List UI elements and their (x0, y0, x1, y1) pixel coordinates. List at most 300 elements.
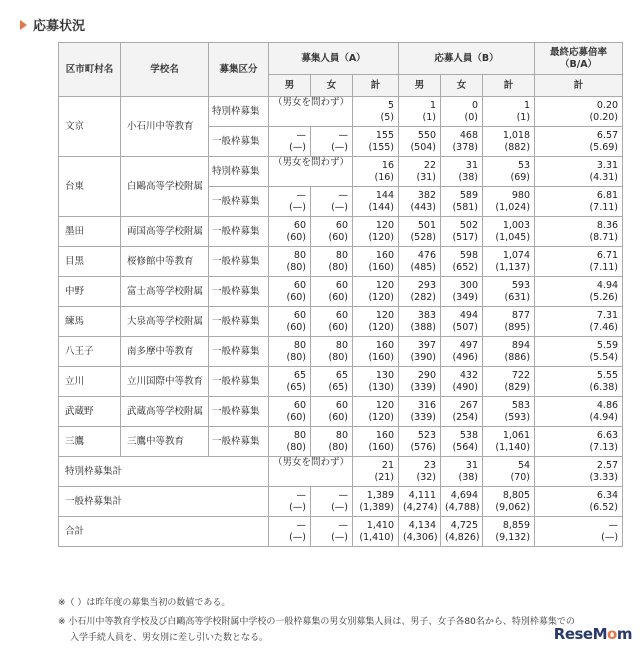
quota-any-gender-cell: （男女を問わず） (269, 97, 353, 127)
table-row (59, 337, 623, 367)
district-cell: 武蔵野 (59, 397, 121, 427)
header-male: 男 (399, 75, 441, 97)
header-quota: 募集人員（A） (269, 43, 399, 75)
header-female: 女 (441, 75, 483, 97)
header-male: 男 (269, 75, 311, 97)
district-cell: 立川 (59, 367, 121, 397)
applicants-female-cell-current: 31 (465, 159, 478, 171)
applicants-total-cell-previous: (882) (504, 141, 531, 153)
resemom-logo: ReseMom (553, 625, 632, 643)
applicants-male-cell-previous: (504) (410, 141, 436, 153)
applicants-female-cell-previous: (4,826) (445, 531, 480, 543)
category-cell: 一般枠募集 (209, 367, 269, 397)
school-cell: 両国高等学校附属 (121, 217, 209, 247)
quota-total-cell-previous: (5) (380, 111, 394, 123)
applicants-total-cell-current: 1,003 (502, 219, 531, 231)
quota-total-cell-current: 120 (375, 399, 394, 411)
ratio-cell (535, 307, 623, 337)
applicants-total-cell (483, 157, 535, 187)
table-row (59, 247, 623, 277)
ratio-cell-previous: (5.69) (589, 141, 619, 153)
school-cell: 白鷗高等学校附属 (121, 157, 209, 217)
quota-female-cell-current: — (338, 489, 348, 501)
quota-male-cell (269, 517, 311, 547)
applicants-total-cell-previous: (1) (516, 111, 531, 123)
applicants-total-cell (483, 127, 535, 157)
school-cell: 南多摩中等教育 (121, 337, 209, 367)
header-applicants: 応募人員（B） (399, 43, 535, 75)
category-cell: 一般枠募集 (209, 307, 269, 337)
ratio-cell (535, 457, 623, 487)
applicants-total-cell-previous: (9,132) (495, 531, 531, 543)
quota-male-cell-current: — (296, 189, 306, 201)
category-cell: 一般枠募集 (209, 127, 269, 157)
category-cell: 一般枠募集 (209, 427, 269, 457)
applicants-total-cell (483, 367, 535, 397)
quota-female-cell (311, 517, 353, 547)
applicants-total-cell (483, 277, 535, 307)
school-cell: 富士高等学校附属 (121, 277, 209, 307)
ratio-cell-previous: (0.20) (589, 111, 619, 123)
applicants-female-cell-previous: (490) (452, 381, 478, 393)
applicants-male-cell (399, 397, 441, 427)
quota-female-cell-previous: (80) (328, 351, 348, 363)
quota-male-cell-previous: (80) (286, 261, 306, 273)
applicants-male-cell (399, 517, 441, 547)
quota-female-cell (311, 127, 353, 157)
table-row (59, 427, 623, 457)
quota-male-cell-previous: (60) (286, 321, 306, 333)
quota-female-cell (311, 367, 353, 397)
ratio-cell (535, 487, 623, 517)
applicants-male-cell (399, 157, 441, 187)
ratio-cell-current: 6.81 (596, 189, 619, 201)
applicants-total-cell-previous: (70) (510, 471, 531, 483)
applicants-female-cell-previous: (507) (452, 321, 478, 333)
total-label-cell: 合計 (59, 517, 269, 547)
header-ratio: 最終応募倍率 （B/A） (535, 43, 623, 75)
applicants-female-cell-previous: (581) (452, 201, 478, 213)
quota-total-cell (353, 457, 399, 487)
quota-male-cell-previous: (—) (289, 501, 306, 513)
ratio-cell-previous: (5.26) (589, 291, 619, 303)
quota-male-cell (269, 487, 311, 517)
quota-female-cell-current: 60 (335, 309, 348, 321)
ratio-cell-current: 7.31 (596, 309, 619, 321)
category-cell: 特別枠募集 (209, 157, 269, 187)
applicants-female-cell (441, 427, 483, 457)
ratio-cell-previous: (4.94) (589, 411, 619, 423)
header-female: 女 (311, 75, 353, 97)
ratio-cell-previous: (5.54) (589, 351, 619, 363)
applicants-male-cell-previous: (485) (410, 261, 436, 273)
applicants-total-cell (483, 337, 535, 367)
applicants-female-cell-previous: (564) (452, 441, 478, 453)
applicants-male-cell (399, 487, 441, 517)
applicants-male-cell (399, 277, 441, 307)
applicants-female-cell-current: 31 (465, 459, 478, 471)
applicants-total-cell-previous: (1,024) (495, 201, 531, 213)
applicants-female-cell (441, 337, 483, 367)
applicants-total-cell-previous: (1,137) (495, 261, 531, 273)
ratio-cell (535, 517, 623, 547)
applicants-total-cell (483, 427, 535, 457)
ratio-cell-previous: (4.31) (589, 171, 619, 183)
quota-female-cell-current: — (338, 189, 348, 201)
category-cell: 一般枠募集 (209, 247, 269, 277)
applicants-male-cell-current: 22 (423, 159, 436, 171)
table-row (59, 367, 623, 397)
note-3: 入学手続人員を、男女別に差し引いた数となる。 (70, 633, 269, 643)
quota-total-cell-previous: (1,410) (359, 531, 394, 543)
applicants-male-cell (399, 337, 441, 367)
applicants-female-cell (441, 307, 483, 337)
applicants-total-cell (483, 397, 535, 427)
quota-total-cell (353, 337, 399, 367)
applicants-female-cell (441, 97, 483, 127)
quota-female-cell-current: 65 (335, 369, 348, 381)
quota-male-cell-current: 60 (293, 309, 306, 321)
ratio-cell-current: 4.94 (596, 279, 619, 291)
table-row (59, 397, 623, 427)
quota-female-cell (311, 247, 353, 277)
quota-female-cell-previous: (60) (328, 321, 348, 333)
applicants-female-cell-current: 4,694 (450, 489, 478, 501)
applicants-female-cell (441, 247, 483, 277)
quota-male-cell-current: 60 (293, 399, 306, 411)
applicants-female-cell (441, 517, 483, 547)
quota-female-cell-previous: (60) (328, 291, 348, 303)
quota-male-cell (269, 307, 311, 337)
applicants-female-cell-current: 494 (459, 309, 478, 321)
header-total: 計 (535, 75, 623, 97)
school-cell: 武蔵高等学校附属 (121, 397, 209, 427)
quota-total-cell-previous: (21) (374, 471, 394, 483)
applicants-total-cell (483, 457, 535, 487)
applicants-total-cell-previous: (593) (504, 411, 531, 423)
ratio-cell-current: — (608, 519, 619, 531)
applicants-total-cell (483, 247, 535, 277)
quota-female-cell-previous: (—) (331, 531, 348, 543)
school-cell: 桜修館中等教育 (121, 247, 209, 277)
applicants-total-cell-previous: (895) (504, 321, 531, 333)
applicants-male-cell-previous: (390) (410, 351, 436, 363)
ratio-cell (535, 397, 623, 427)
applicants-male-cell (399, 97, 441, 127)
quota-male-cell-previous: (—) (289, 531, 306, 543)
quota-female-cell (311, 397, 353, 427)
applicants-female-cell-current: 267 (459, 399, 478, 411)
applicants-female-cell (441, 187, 483, 217)
ratio-cell-previous: (7.11) (589, 261, 619, 273)
quota-total-cell (353, 397, 399, 427)
applicants-female-cell (441, 457, 483, 487)
ratio-cell-previous: (7.11) (589, 201, 619, 213)
ratio-cell (535, 157, 623, 187)
quota-total-cell-current: 21 (381, 459, 394, 471)
quota-female-cell-previous: (80) (328, 441, 348, 453)
ratio-cell-current: 4.86 (596, 399, 619, 411)
ratio-cell-previous: (8.71) (589, 231, 619, 243)
applicants-male-cell-previous: (4,274) (403, 501, 438, 513)
district-cell: 墨田 (59, 217, 121, 247)
table-row (59, 157, 623, 187)
note-1: ※（ ）は昨年度の募集当初の数値である。 (58, 598, 231, 608)
applicants-male-cell-previous: (576) (410, 441, 436, 453)
applicants-male-cell-previous: (388) (410, 321, 436, 333)
table-row (59, 217, 623, 247)
table-row (59, 307, 623, 337)
applicants-male-cell-previous: (339) (410, 411, 436, 423)
applicants-male-cell-current: 476 (417, 249, 436, 261)
quota-total-cell (353, 277, 399, 307)
quota-male-cell-current: 80 (293, 249, 306, 261)
total-row (59, 487, 623, 517)
ratio-cell-current: 6.57 (596, 129, 619, 141)
quota-female-cell-previous: (—) (331, 201, 348, 213)
quota-total-cell (353, 517, 399, 547)
applicants-male-cell-previous: (528) (410, 231, 436, 243)
applicants-total-cell-current: 1 (523, 99, 531, 111)
applicants-total-cell-current: 980 (511, 189, 531, 201)
quota-male-cell-previous: (—) (289, 141, 306, 153)
applicants-male-cell-previous: (1) (422, 111, 436, 123)
applicants-female-cell-current: 538 (459, 429, 478, 441)
quota-total-cell-current: 1,389 (366, 489, 394, 501)
quota-total-cell-previous: (160) (368, 441, 394, 453)
applicants-female-cell-previous: (517) (452, 231, 478, 243)
quota-male-cell (269, 337, 311, 367)
quota-total-cell-current: 144 (375, 189, 394, 201)
applicants-total-cell-current: 593 (511, 279, 531, 291)
quota-male-cell-previous: (60) (286, 291, 306, 303)
table-row (59, 277, 623, 307)
ratio-cell-current: 0.20 (596, 99, 619, 111)
quota-total-cell-current: 155 (375, 129, 394, 141)
total-label-cell: 特別枠募集計 (59, 457, 269, 487)
quota-male-cell-current: — (296, 129, 306, 141)
applicants-male-cell (399, 367, 441, 397)
applicants-total-cell-current: 894 (511, 339, 531, 351)
ratio-cell (535, 277, 623, 307)
school-cell: 立川国際中等教育 (121, 367, 209, 397)
category-cell: 一般枠募集 (209, 187, 269, 217)
district-cell: 文京 (59, 97, 121, 157)
header-district: 区市町村名 (59, 43, 121, 97)
applicants-female-cell-previous: (496) (452, 351, 478, 363)
quota-total-cell-previous: (160) (368, 351, 394, 363)
quota-female-cell (311, 277, 353, 307)
quota-female-cell-current: 60 (335, 219, 348, 231)
applicants-total-cell-previous: (69) (510, 171, 531, 183)
school-cell: 小石川中等教育 (121, 97, 209, 157)
applicants-total-cell-current: 8,805 (502, 489, 531, 501)
ratio-cell (535, 217, 623, 247)
applicants-female-cell (441, 127, 483, 157)
quota-total-cell-current: 16 (381, 159, 394, 171)
quota-female-cell-previous: (80) (328, 261, 348, 273)
applicants-total-cell-previous: (631) (504, 291, 531, 303)
quota-total-cell-previous: (1,389) (359, 501, 394, 513)
quota-female-cell (311, 307, 353, 337)
quota-total-cell-current: 120 (375, 219, 394, 231)
applicants-total-cell-previous: (9,062) (495, 501, 531, 513)
applicants-male-cell-current: 397 (417, 339, 436, 351)
quota-female-cell-current: 60 (335, 399, 348, 411)
quota-total-cell (353, 157, 399, 187)
quota-total-cell-previous: (120) (368, 321, 394, 333)
quota-total-cell (353, 127, 399, 157)
applicants-male-cell-current: 316 (417, 399, 436, 411)
category-cell: 一般枠募集 (209, 397, 269, 427)
applicants-total-cell (483, 217, 535, 247)
category-cell: 一般枠募集 (209, 277, 269, 307)
quota-male-cell-current: — (296, 519, 306, 531)
district-cell: 中野 (59, 277, 121, 307)
quota-male-cell-previous: (—) (289, 201, 306, 213)
quota-male-cell (269, 367, 311, 397)
quota-female-cell (311, 337, 353, 367)
applicants-male-cell-current: 382 (417, 189, 436, 201)
quota-total-cell-previous: (155) (368, 141, 394, 153)
quota-male-cell (269, 127, 311, 157)
district-cell: 台東 (59, 157, 121, 217)
applicants-female-cell-current: 4,725 (450, 519, 478, 531)
quota-male-cell (269, 187, 311, 217)
applicants-female-cell-previous: (0) (464, 111, 478, 123)
quota-total-cell-previous: (130) (368, 381, 394, 393)
applicants-male-cell-current: 4,111 (408, 489, 436, 501)
applicants-female-cell-previous: (378) (452, 141, 478, 153)
quota-total-cell (353, 217, 399, 247)
quota-male-cell-current: 60 (293, 219, 306, 231)
quota-male-cell (269, 247, 311, 277)
application-status-table (58, 42, 623, 547)
applicants-total-cell-current: 877 (511, 309, 531, 321)
arrow-marker-icon (20, 20, 27, 30)
ratio-cell-current: 8.36 (596, 219, 619, 231)
quota-male-cell-previous: (80) (286, 441, 306, 453)
quota-male-cell-current: 80 (293, 339, 306, 351)
quota-total-cell (353, 367, 399, 397)
applicants-male-cell-previous: (32) (416, 471, 436, 483)
ratio-cell-current: 6.71 (596, 249, 619, 261)
applicants-male-cell-current: 4,134 (408, 519, 436, 531)
applicants-female-cell-previous: (254) (452, 411, 478, 423)
applicants-male-cell-current: 293 (417, 279, 436, 291)
applicants-total-cell-current: 583 (511, 399, 531, 411)
applicants-total-cell-previous: (886) (504, 351, 531, 363)
quota-total-cell-previous: (120) (368, 411, 394, 423)
applicants-male-cell (399, 427, 441, 457)
applicants-total-cell (483, 517, 535, 547)
quota-female-cell (311, 427, 353, 457)
total-row (59, 457, 623, 487)
quota-total-cell (353, 97, 399, 127)
applicants-female-cell-previous: (38) (458, 471, 478, 483)
ratio-cell-previous: (7.46) (589, 321, 619, 333)
district-cell: 三鷹 (59, 427, 121, 457)
applicants-female-cell (441, 397, 483, 427)
applicants-female-cell-current: 0 (471, 99, 478, 111)
quota-female-cell-previous: (60) (328, 411, 348, 423)
applicants-female-cell (441, 217, 483, 247)
ratio-cell-current: 6.63 (596, 429, 619, 441)
quota-female-cell-previous: (65) (328, 381, 348, 393)
section-title: 応募状況 (33, 19, 86, 34)
applicants-male-cell-current: 550 (417, 129, 436, 141)
applicants-male-cell-previous: (282) (410, 291, 436, 303)
applicants-female-cell-previous: (4,788) (445, 501, 480, 513)
quota-female-cell (311, 187, 353, 217)
quota-male-cell-current: 60 (293, 279, 306, 291)
applicants-male-cell-previous: (339) (410, 381, 436, 393)
applicants-male-cell-current: 523 (417, 429, 436, 441)
applicants-total-cell-current: 1,074 (502, 249, 531, 261)
applicants-total-cell-current: 1,018 (502, 129, 531, 141)
quota-total-cell (353, 427, 399, 457)
ratio-cell (535, 367, 623, 397)
table-row (59, 97, 623, 127)
applicants-female-cell-current: 598 (459, 249, 478, 261)
applicants-female-cell-current: 432 (459, 369, 478, 381)
applicants-male-cell (399, 127, 441, 157)
applicants-male-cell (399, 187, 441, 217)
applicants-female-cell-current: 497 (459, 339, 478, 351)
ratio-cell-previous: (—) (601, 531, 619, 543)
quota-total-cell-current: 160 (375, 429, 394, 441)
applicants-female-cell-previous: (38) (458, 171, 478, 183)
quota-male-cell-previous: (60) (286, 411, 306, 423)
applicants-total-cell (483, 97, 535, 127)
applicants-female-cell-current: 300 (459, 279, 478, 291)
quota-total-cell-current: 120 (375, 309, 394, 321)
quota-male-cell (269, 277, 311, 307)
applicants-total-cell-current: 53 (517, 159, 531, 171)
total-label-cell: 一般枠募集計 (59, 487, 269, 517)
header-school: 学校名 (121, 43, 209, 97)
ratio-cell (535, 97, 623, 127)
applicants-female-cell-current: 468 (459, 129, 478, 141)
applicants-female-cell-current: 502 (459, 219, 478, 231)
quota-total-cell-current: 120 (375, 279, 394, 291)
quota-male-cell (269, 217, 311, 247)
quota-total-cell (353, 307, 399, 337)
applicants-total-cell-current: 54 (517, 459, 531, 471)
school-cell: 三鷹中等教育 (121, 427, 209, 457)
quota-total-cell (353, 247, 399, 277)
quota-male-cell (269, 427, 311, 457)
quota-total-cell-current: 5 (387, 99, 394, 111)
district-cell: 目黒 (59, 247, 121, 277)
quota-female-cell-current: — (338, 519, 348, 531)
ratio-cell-current: 3.31 (596, 159, 619, 171)
ratio-cell-previous: (6.38) (589, 381, 619, 393)
total-row (59, 517, 623, 547)
applicants-total-cell (483, 187, 535, 217)
quota-female-cell-current: — (338, 129, 348, 141)
district-cell: 八王子 (59, 337, 121, 367)
applicants-male-cell-previous: (31) (416, 171, 436, 183)
quota-male-cell (269, 397, 311, 427)
applicants-total-cell (483, 487, 535, 517)
ratio-cell-previous: (3.33) (589, 471, 619, 483)
applicants-female-cell-previous: (349) (452, 291, 478, 303)
quota-any-gender-cell: （男女を問わず） (269, 457, 353, 487)
ratio-cell-previous: (6.52) (589, 501, 619, 513)
applicants-male-cell-previous: (4,306) (403, 531, 438, 543)
applicants-male-cell-current: 290 (417, 369, 436, 381)
